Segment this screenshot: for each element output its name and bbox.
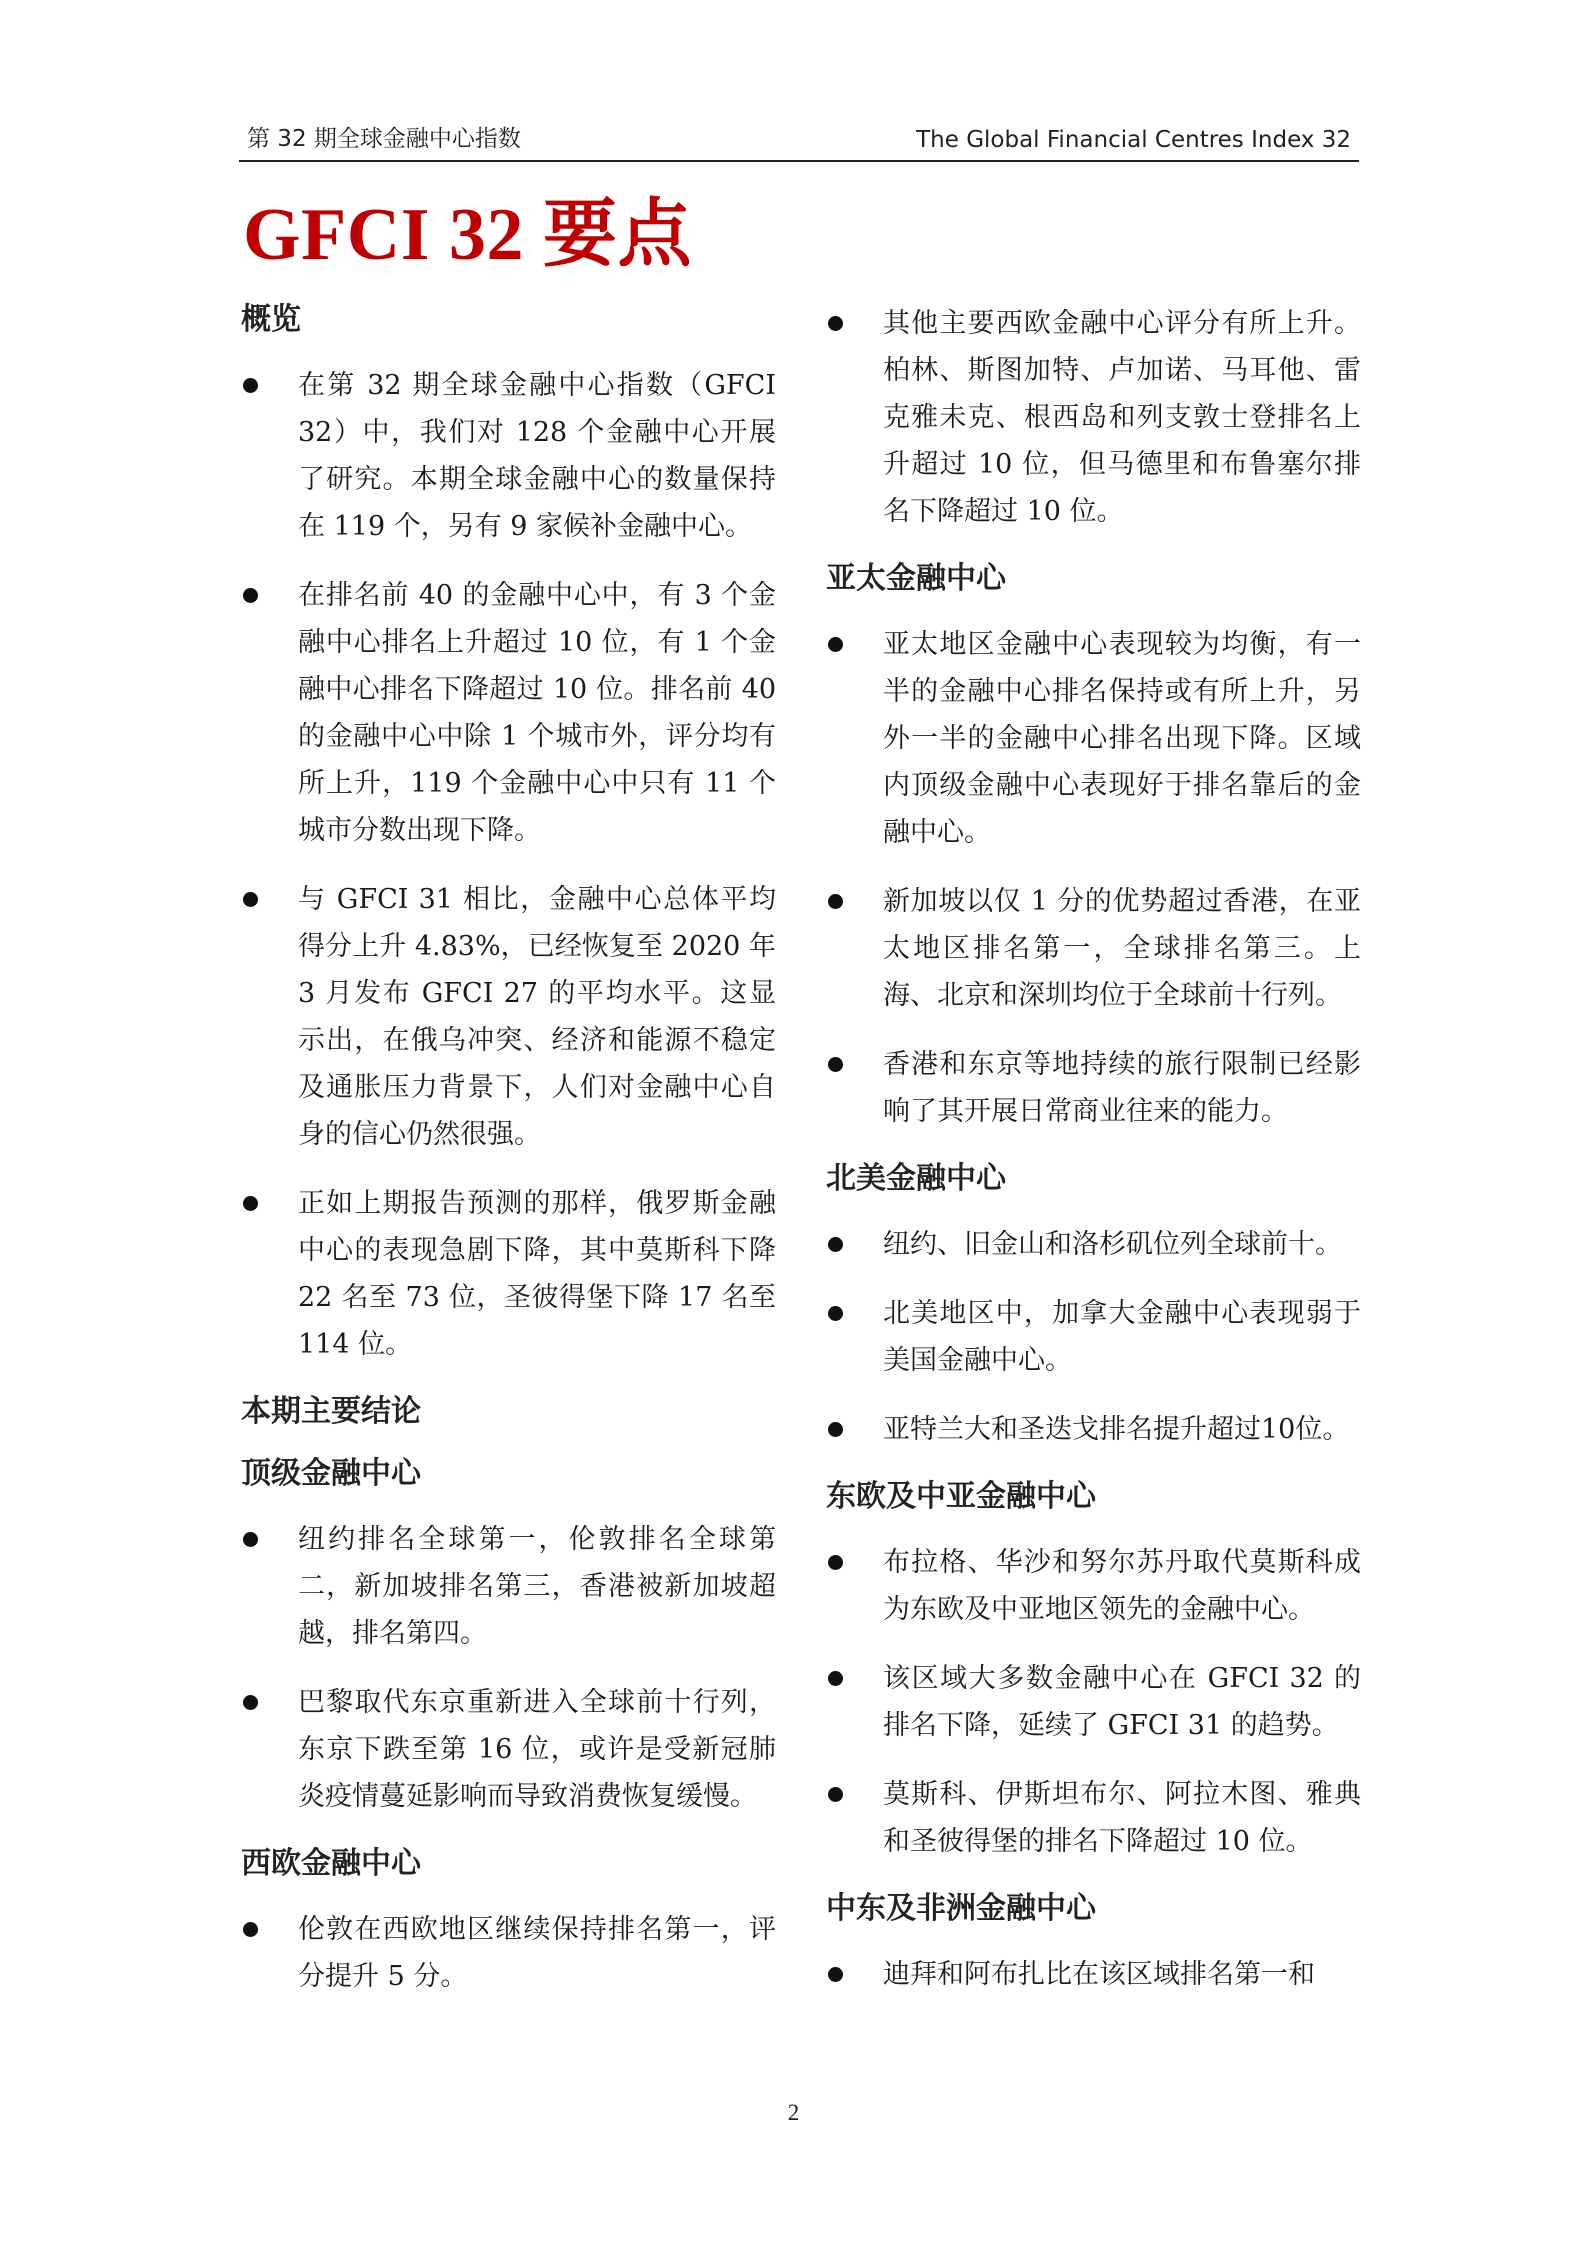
list-item: [241, 362, 776, 550]
list-item: [826, 300, 1361, 535]
bullet-icon: [828, 316, 843, 331]
bullet-icon: [243, 378, 258, 393]
list-item: [826, 1406, 1361, 1453]
bullet-icon: [828, 1422, 843, 1437]
list-item: [241, 876, 776, 1158]
north-america-heading: 北美金融中心: [826, 1161, 1006, 1196]
list-item-text: 纽约排名全球第一，伦敦排名全球第二，新加坡排名第三，香港被新加坡超越，排名第四。: [298, 1524, 776, 1649]
list-item-text: 正如上期报告预测的那样，俄罗斯金融中心的表现急剧下降，其中莫斯科下降 22 名至 73 位，圣彼得堡下降 17 名至 114 位。: [298, 1188, 776, 1360]
bullet-icon: [828, 1237, 843, 1252]
overview-list: [241, 362, 776, 1368]
list-item-text: 布拉格、华沙和努尔苏丹取代莫斯科成为东欧及中亚地区领先的金融中心。: [883, 1547, 1361, 1625]
list-item-text: 新加坡以仅 1 分的优势超过香港，在亚太地区排名第一，全球排名第三。上海、北京和深圳均位于全球前十行列。: [883, 886, 1361, 1011]
bullet-icon: [828, 1967, 843, 1982]
asia-pacific-list: [826, 621, 1361, 1135]
list-item-text: 在第 32 期全球金融中心指数（GFCI 32）中，我们对 128 个金融中心开展了研究。本期全球金融中心的数量保持在 119 个，另有 9 家候补金融中心。: [298, 370, 776, 542]
list-item-text: 亚太地区金融中心表现较为均衡，有一半的金融中心排名保持或有所上升，另外一半的金融中心排名出现下降。区域内顶级金融中心表现好于排名靠后的金融中心。: [883, 629, 1361, 848]
eastern-europe-list: [826, 1539, 1361, 1865]
top-centres-list: [241, 1516, 776, 1820]
list-item: [826, 878, 1361, 1019]
page-title: GFCI 32 要点: [243, 194, 692, 276]
bullet-icon: [243, 1196, 258, 1211]
bullet-icon: [243, 1532, 258, 1547]
list-item-text: 其他主要西欧金融中心评分有所上升。柏林、斯图加特、卢加诺、马耳他、雷克雅未克、根西岛和列支敦士登排名上升超过 10 位，但马德里和布鲁塞尔排名下降超过 10 位。: [883, 308, 1361, 527]
list-item: [826, 1539, 1361, 1633]
list-item: [241, 1180, 776, 1368]
list-item-text: 该区域大多数金融中心在 GFCI 32 的排名下降，延续了 GFCI 31 的趋势。: [883, 1663, 1361, 1741]
list-item-text: 北美地区中，加拿大金融中心表现弱于美国金融中心。: [883, 1298, 1361, 1376]
bullet-icon: [828, 1057, 843, 1072]
list-item-text: 迪拜和阿布扎比在该区域排名第一和: [883, 1959, 1315, 1990]
western-europe-heading: 西欧金融中心: [241, 1846, 421, 1881]
bullet-icon: [828, 637, 843, 652]
eastern-europe-heading: 东欧及中亚金融中心: [826, 1479, 1096, 1514]
list-item: [241, 1679, 776, 1820]
list-item: [241, 1906, 776, 2000]
bullet-icon: [243, 588, 258, 603]
bullet-icon: [828, 1787, 843, 1802]
bullet-icon: [243, 1922, 258, 1937]
overview-heading: 概览: [241, 302, 301, 337]
page-number: 2: [787, 2100, 800, 2125]
page-header: [239, 116, 1359, 162]
list-item: [826, 1951, 1361, 1998]
north-america-list: [826, 1221, 1361, 1453]
top-centres-heading: 顶级金融中心: [241, 1456, 421, 1491]
list-item: [826, 621, 1361, 856]
bullet-icon: [828, 1555, 843, 1570]
western-europe-list: [241, 1906, 776, 2000]
western-europe-list-continued: [826, 300, 1361, 535]
list-item-text: 与 GFCI 31 相比，金融中心总体平均得分上升 4.83%，已经恢复至 2020 年 3 月发布 GFCI 27 的平均水平。这显示出，在俄乌冲突、经济和能源不稳定及通胀压力背景下，人们对金融中心自身的信心仍然很强。: [298, 884, 776, 1150]
bullet-icon: [828, 1671, 843, 1686]
bullet-icon: [828, 1306, 843, 1321]
list-item: [826, 1221, 1361, 1268]
list-item-text: 香港和东京等地持续的旅行限制已经影响了其开展日常商业往来的能力。: [883, 1049, 1361, 1127]
list-item: [826, 1290, 1361, 1384]
bullet-icon: [243, 1695, 258, 1710]
middle-east-africa-list: [826, 1951, 1361, 1998]
left-column: [241, 300, 776, 2024]
header-right-title: The Global Financial Centres Index 32: [916, 127, 1351, 153]
list-item: [826, 1771, 1361, 1865]
list-item-text: 亚特兰大和圣迭戈排名提升超过10位。: [883, 1414, 1350, 1445]
header-left-title: 第 32 期全球金融中心指数: [247, 126, 521, 152]
right-column: [826, 300, 1361, 2022]
middle-east-africa-heading: 中东及非洲金融中心: [826, 1891, 1096, 1926]
conclusions-heading: 本期主要结论: [241, 1394, 421, 1429]
list-item-text: 莫斯科、伊斯坦布尔、阿拉木图、雅典和圣彼得堡的排名下降超过 10 位。: [883, 1779, 1361, 1857]
list-item-text: 巴黎取代东京重新进入全球前十行列，东京下跌至第 16 位，或许是受新冠肺炎疫情蔓延影响而导致消费恢复缓慢。: [298, 1687, 776, 1812]
bullet-icon: [828, 894, 843, 909]
list-item: [241, 572, 776, 854]
list-item-text: 纽约、旧金山和洛杉矶位列全球前十。: [883, 1229, 1342, 1260]
list-item-text: 在排名前 40 的金融中心中，有 3 个金融中心排名上升超过 10 位，有 1 个金融中心排名下降超过 10 位。排名前 40 的金融中心中除 1 个城市外，评分均有所上升，119 个金融中心中只有 11 个城市分数出现下降。: [298, 580, 776, 846]
list-item-text: 伦敦在西欧地区继续保持排名第一，评分提升 5 分。: [298, 1914, 776, 1992]
asia-pacific-heading: 亚太金融中心: [826, 561, 1006, 596]
list-item: [241, 1516, 776, 1657]
list-item: [826, 1655, 1361, 1749]
list-item: [826, 1041, 1361, 1135]
bullet-icon: [243, 892, 258, 907]
